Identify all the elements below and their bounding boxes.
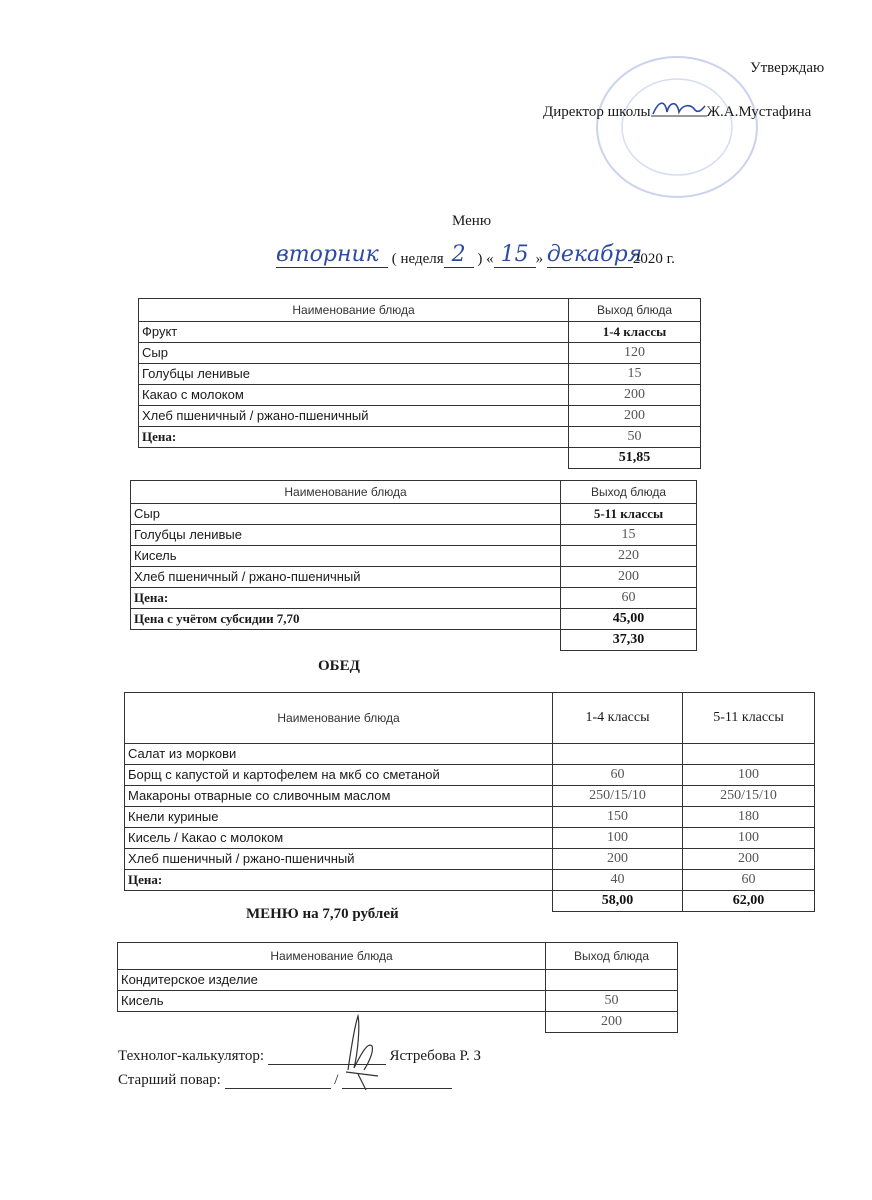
price-row: [131, 588, 697, 609]
lunch-heading: ОБЕД: [318, 658, 360, 674]
table-row: [125, 828, 815, 849]
table-header: [139, 299, 701, 322]
price-row: [139, 427, 701, 448]
dish-name: Кисель: [118, 991, 546, 1012]
header-name: Наименование блюда: [131, 481, 561, 504]
cook-label: Старший повар:: [118, 1072, 221, 1088]
dish-output: 60: [561, 588, 697, 609]
dish-output: 15: [569, 364, 701, 385]
price-label: Цена:: [125, 870, 553, 891]
director-signature: [651, 98, 707, 122]
table-row: [139, 343, 701, 364]
dish-name: Сыр: [131, 504, 561, 525]
menu770-heading: МЕНЮ на 7,70 рублей: [246, 906, 399, 922]
dish-output-b: 250/15/10: [683, 786, 815, 807]
table-row: [131, 504, 697, 525]
table-row: [139, 385, 701, 406]
director-prefix: Директор школы: [543, 104, 651, 120]
cook-line: [118, 1072, 452, 1089]
dish-output: 200: [546, 1012, 678, 1033]
dish-name: Кисель / Какао с молоком: [125, 828, 553, 849]
dish-name: Борщ с капустой и картофелем на мкб со сметаной: [125, 765, 553, 786]
week-suffix: ): [477, 251, 483, 267]
menu770-table: [117, 942, 678, 1033]
subsidy-label: Цена с учётом субсидии 7,70: [131, 609, 561, 630]
table-row: [139, 322, 701, 343]
table-row: [139, 364, 701, 385]
director-name: Ж.А.Мустафина: [706, 104, 812, 120]
dish-output: 220: [561, 546, 697, 567]
week-prefix: ( неделя: [391, 251, 444, 267]
empty-cell: [131, 630, 561, 651]
year: 2020 г.: [632, 251, 675, 267]
price-value-row: [125, 891, 815, 912]
stamp-seal: [592, 52, 762, 202]
table-row: [125, 807, 815, 828]
empty-cell: [139, 448, 569, 469]
dish-output: 15: [561, 525, 697, 546]
dish-name: Хлеб пшеничный / ржано-пшеничный: [125, 849, 553, 870]
price-value: 45,00: [561, 609, 697, 630]
technologist-name: Ястребова Р. З: [389, 1048, 481, 1064]
header-name: Наименование блюда: [125, 693, 553, 744]
header-name: Наименование блюда: [118, 943, 546, 970]
dish-output-a: 60: [553, 765, 683, 786]
approve-label: Утверждаю: [750, 60, 825, 76]
dish-output-a: 40: [553, 870, 683, 891]
dish-output-a: [553, 744, 683, 765]
date-line: [276, 242, 675, 268]
dish-output: 200: [569, 385, 701, 406]
dish-output-a: 100: [553, 828, 683, 849]
breakfast-1-4-table: [138, 298, 701, 469]
open-quote: «: [486, 251, 494, 267]
technologist-line: [118, 1048, 481, 1065]
menu-title: Меню: [452, 213, 492, 229]
table-row: [131, 546, 697, 567]
table-row: [118, 991, 678, 1012]
dish-output-a: 150: [553, 807, 683, 828]
grade-label: 1-4 классы: [569, 322, 701, 343]
price-value-b: 62,00: [683, 891, 815, 912]
dish-name: Хлеб пшеничный / ржано-пшеничный: [139, 406, 569, 427]
dish-output: 120: [569, 343, 701, 364]
dish-name: Макароны отварные со сливочным маслом: [125, 786, 553, 807]
dish-output-a: 250/15/10: [553, 786, 683, 807]
grade-label: 5-11 классы: [561, 504, 697, 525]
dish-output: [546, 970, 678, 991]
dish-output: 50: [569, 427, 701, 448]
table-header: [118, 943, 678, 970]
cook-signature-line: [225, 1088, 331, 1089]
header-name: Наименование блюда: [139, 299, 569, 322]
day-of-week: вторник: [276, 242, 388, 268]
dish-output: 50: [546, 991, 678, 1012]
dish-name: Какао с молоком: [139, 385, 569, 406]
dish-output-b: 180: [683, 807, 815, 828]
price-label: Цена:: [139, 427, 569, 448]
cook-separator: /: [334, 1072, 339, 1088]
dish-name: Сыр: [139, 343, 569, 364]
dish-name: Кондитерское изделие: [118, 970, 546, 991]
dish-name: Фрукт: [139, 322, 569, 343]
table-row: [131, 525, 697, 546]
lunch-table: [124, 692, 815, 912]
price-subsidy-row: [131, 630, 697, 651]
table-row: [125, 765, 815, 786]
dish-name: Салат из моркови: [125, 744, 553, 765]
price-value-row: [139, 448, 701, 469]
price-subsidy-value: 37,30: [561, 630, 697, 651]
dish-output-b: 60: [683, 870, 815, 891]
table-header: [125, 693, 815, 744]
table-row: [139, 406, 701, 427]
table-row: [131, 567, 697, 588]
dish-name: Голубцы ленивые: [131, 525, 561, 546]
subsidy-row: [131, 609, 697, 630]
header-output: Выход блюда: [561, 481, 697, 504]
header-grade-5-11: 5-11 классы: [683, 693, 815, 744]
table-row: [118, 970, 678, 991]
dish-name: Кисель: [131, 546, 561, 567]
week-number: 2: [444, 242, 474, 268]
dish-name: Кнели куриные: [125, 807, 553, 828]
dish-output-b: [683, 744, 815, 765]
price-label: Цена:: [131, 588, 561, 609]
price-value-a: 58,00: [553, 891, 683, 912]
dish-output: 200: [561, 567, 697, 588]
table-row: [125, 744, 815, 765]
price-value: 51,85: [569, 448, 701, 469]
day-number: 15: [494, 242, 536, 268]
dish-output-b: 100: [683, 828, 815, 849]
header-output: Выход блюда: [546, 943, 678, 970]
dish-output-b: 100: [683, 765, 815, 786]
close-quote: »: [535, 251, 544, 267]
dish-output-b: 200: [683, 849, 815, 870]
table-row: [125, 786, 815, 807]
header-grade-1-4: 1-4 классы: [553, 693, 683, 744]
month: декабря: [546, 242, 643, 267]
dish-output: 200: [569, 406, 701, 427]
price-row: [125, 870, 815, 891]
dish-name: Хлеб пшеничный / ржано-пшеничный: [131, 567, 561, 588]
header-output: Выход блюда: [569, 299, 701, 322]
table-row: [125, 849, 815, 870]
technologist-label: Технолог-калькулятор:: [118, 1048, 265, 1064]
director-line: [543, 98, 811, 122]
dish-output-a: 200: [553, 849, 683, 870]
technologist-signature: [338, 1012, 384, 1092]
empty-cell: [118, 1012, 546, 1033]
last-row: [118, 1012, 678, 1033]
dish-name: Голубцы ленивые: [139, 364, 569, 385]
breakfast-5-11-table: [130, 480, 697, 651]
table-header: [131, 481, 697, 504]
